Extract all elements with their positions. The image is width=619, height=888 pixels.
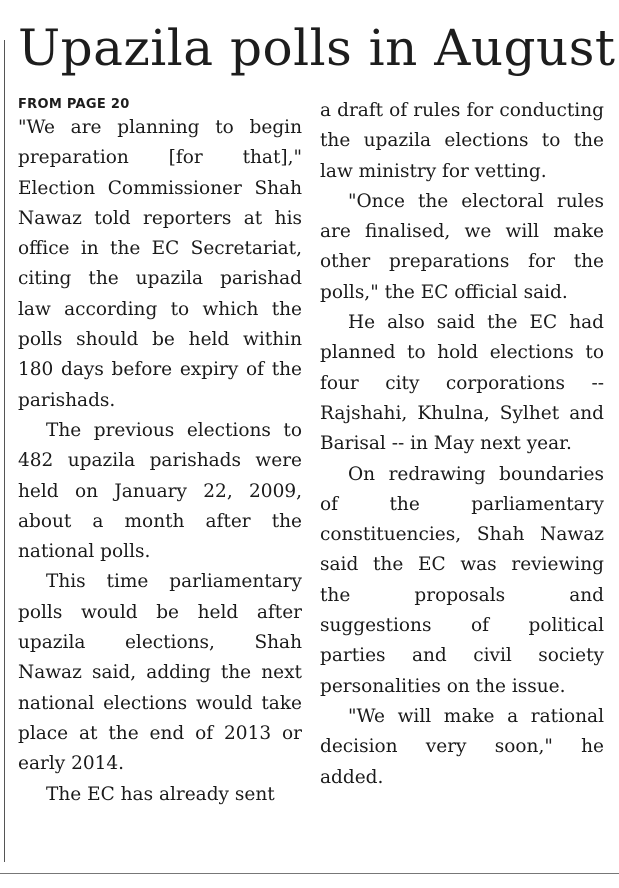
article-paragraph: "Once the electoral rules are finalised, we will make other preparations for the polls," the EC official said. (320, 190, 604, 303)
article-paragraph: On redrawing boundaries of the parliamentary constituencies, Shah Nawaz said the EC was reviewing the proposals and suggestions of political parties and civil society personalities on the issue. (320, 463, 604, 697)
article-paragraph-split-start: The EC has already sent (46, 783, 275, 805)
bottom-rule (0, 873, 619, 874)
article-paragraph: This time parliamentary polls would be held after upazila elections, Shah Nawaz said, adding the next national elections would take place at the end of 2013 or early 2014. (18, 571, 302, 775)
article-paragraph: He also said the EC had planned to hold elections to four city corporations -- Rajshahi, Khulna, Sylhet and Barisal -- in May next year. (320, 312, 604, 455)
article-column-left (18, 96, 302, 810)
headline: Upazila polls in August (18, 19, 616, 77)
column-rule (4, 40, 5, 862)
continuation-kicker: FROM PAGE 20 (18, 97, 130, 112)
article-column-right (320, 96, 604, 793)
article-paragraph: "We are planning to begin preparation [for that]," Election Commissioner Shah Nawaz told reporters at his office in the EC Secretariat, citing the upazila parishad law according to which the polls should be held within 180 days before expiry of the parishads. (18, 117, 302, 411)
article-paragraph: The previous elections to 482 upazila parishads were held on January 22, 2009, about a month after the national polls. (18, 419, 302, 563)
article-paragraph-split-end: a draft of rules for conducting the upazila elections to the law ministry for vetting. (320, 100, 604, 182)
article-paragraph: "We will make a rational decision very soon," he added. (320, 705, 604, 788)
